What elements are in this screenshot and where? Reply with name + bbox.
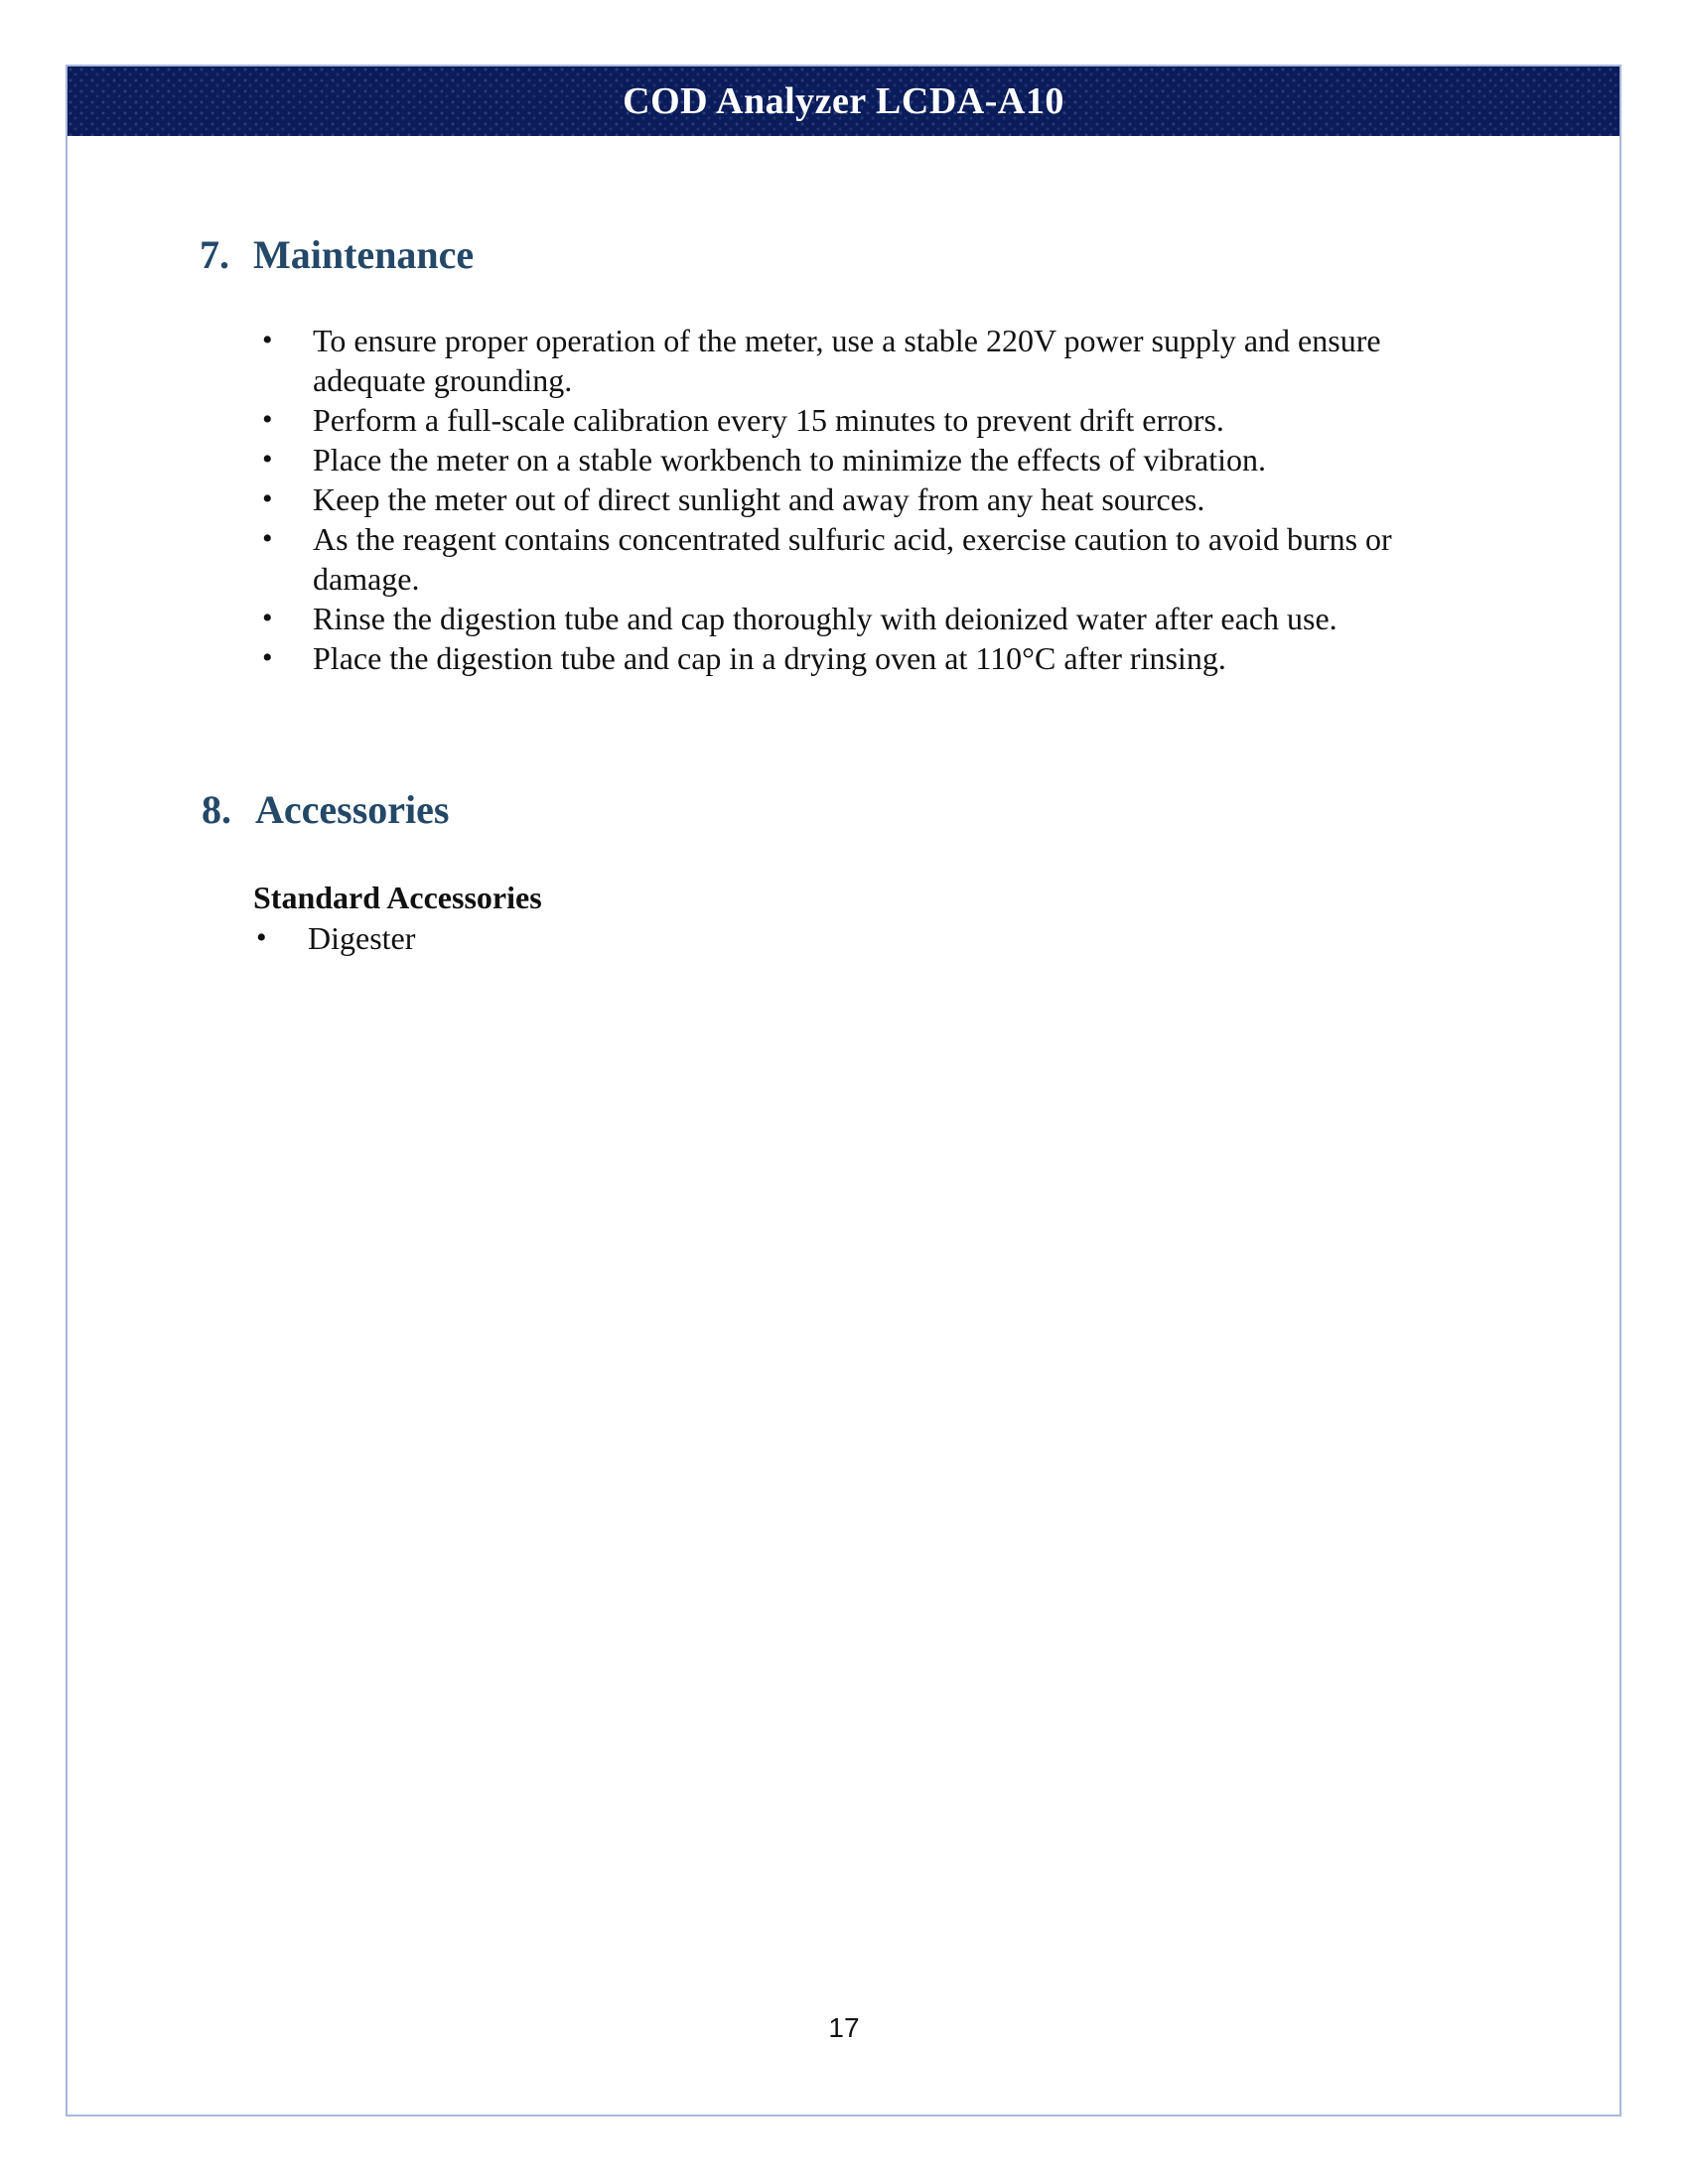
section-title: Maintenance <box>253 232 475 277</box>
bullet-icon: • <box>262 641 273 674</box>
accessories-bullet-list <box>256 918 852 958</box>
section-title: Accessories <box>255 787 450 832</box>
bullet-icon: • <box>256 921 267 954</box>
list-item <box>262 638 1523 678</box>
section-heading-accessories <box>202 787 450 832</box>
bullet-icon: • <box>262 602 273 634</box>
list-item <box>256 918 852 958</box>
list-item-text: Rinse the digestion tube and cap thoroughly with deionized water after each use. <box>313 601 1337 636</box>
list-item <box>262 599 1523 638</box>
bullet-icon: • <box>262 482 273 515</box>
bullet-icon: • <box>262 443 273 476</box>
bullet-icon: • <box>262 324 273 356</box>
list-item <box>262 479 1523 519</box>
document-title: COD Analyzer LCDA-A10 <box>623 80 1064 122</box>
list-item-text: Place the digestion tube and cap in a drying oven at 110°C after rinsing. <box>313 640 1226 676</box>
section-number: 8. <box>202 787 231 832</box>
maintenance-bullet-list <box>262 321 1523 678</box>
list-item-text: Perform a full-scale calibration every 15 minutes to prevent drift errors. <box>313 402 1224 438</box>
list-item <box>262 321 1523 400</box>
list-item-text: Place the meter on a stable workbench to minimize the effects of vibration. <box>313 442 1266 478</box>
bullet-icon: • <box>262 403 273 436</box>
section-number: 7. <box>200 232 229 277</box>
list-item-text: As the reagent contains concentrated sulfuric acid, exercise caution to avoid burns or damage. <box>313 521 1392 597</box>
list-item <box>262 440 1523 479</box>
list-item <box>262 400 1523 440</box>
bullet-icon: • <box>262 522 273 555</box>
section-heading-maintenance <box>200 232 475 277</box>
list-item-text: Keep the meter out of direct sunlight and away from any heat sources. <box>313 481 1205 517</box>
list-item <box>262 519 1523 599</box>
list-item-text: Digester <box>308 920 416 956</box>
standard-accessories-subheading: Standard Accessories <box>253 880 542 915</box>
document-header-bar <box>68 67 1619 136</box>
list-item-text: To ensure proper operation of the meter, use a stable 220V power supply and ensure adequate grounding. <box>313 323 1381 398</box>
page-number: 17 <box>828 2012 860 2043</box>
